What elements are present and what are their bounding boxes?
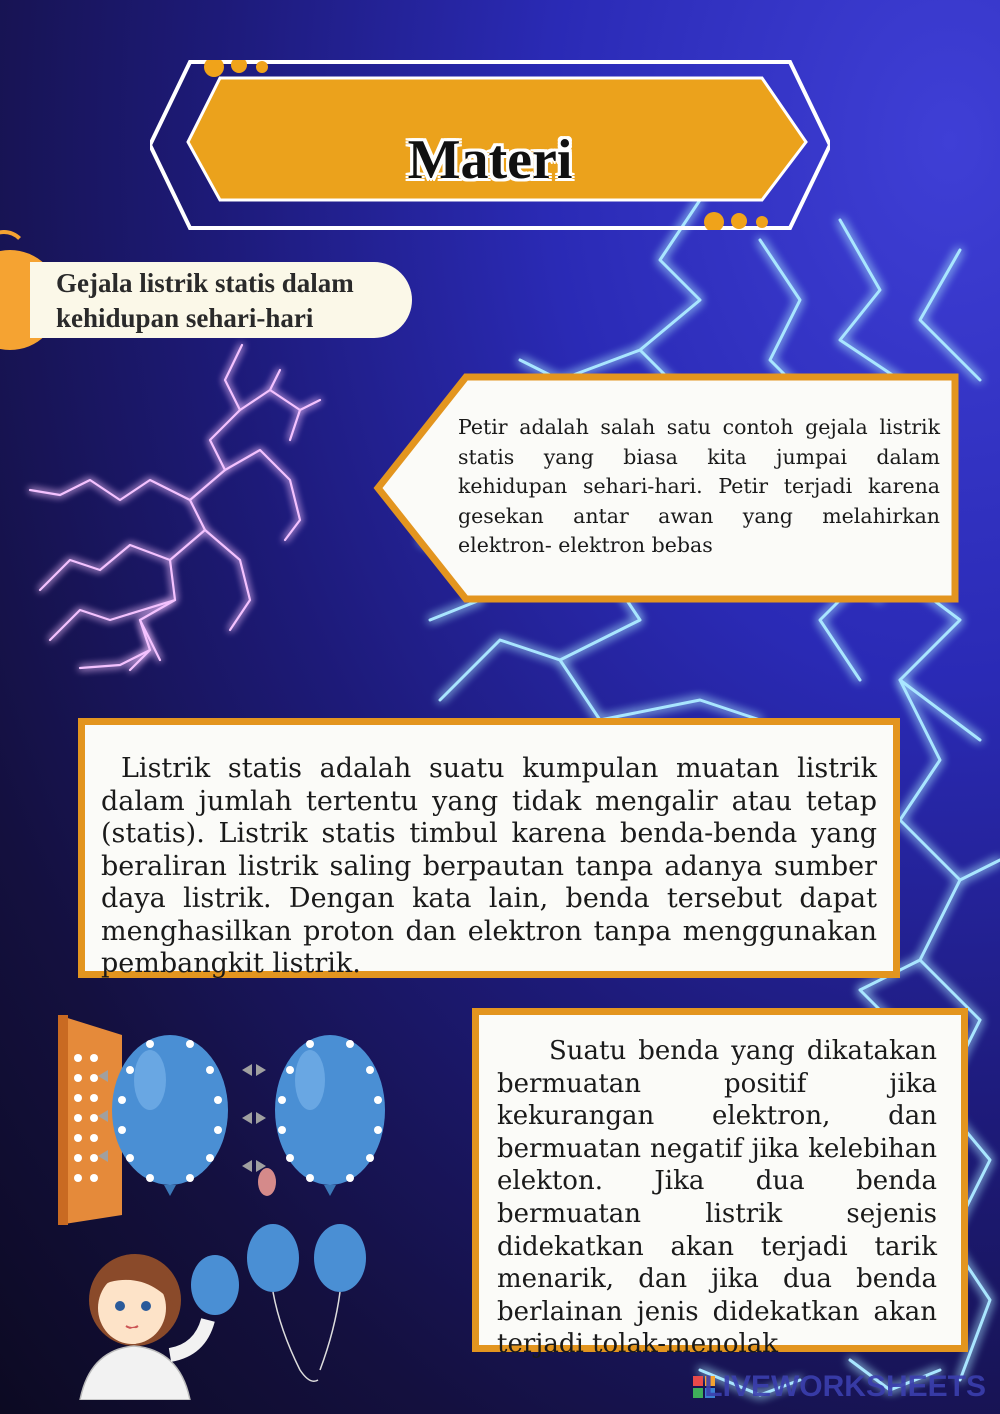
charge-explanation-box (472, 1008, 968, 1360)
charge-explanation-text: Suatu benda yang dikatakan bermuatan positif jika kekurangan elektron, dan bermuatan negatif jika kelebihan elekton. Jika dua benda bermuatan listrik sejenis didekatkan akan terjadi tarik menarik, dan jika dua benda berlainan jenis didekatkan akan terjadi tolak-menolak (497, 1036, 937, 1360)
section-heading-text (56, 266, 354, 336)
lightning-description: Petir adalah salah satu contoh gejala listrik statis yang biasa kita jumpai dalam kehidupan sehari-hari. Petir terjadi karena gesekan antar awan yang melahirkan elektron- elektron bebas (458, 415, 940, 557)
definition-text: Listrik statis adalah suatu kumpulan muatan listrik dalam jumlah tertentu yang tidak mengalir atau tetap (statis). Listrik statis timbul karena benda-benda yang beraliran listrik saling berpautan tanpa adanya sumber daya listrik. Dengan kata lain, benda tersebut dapat menghasilkan proton dan elektron tanpa menggunakan pembangkit listrik. (101, 753, 877, 979)
page-title: Materi (407, 129, 573, 191)
section-heading (30, 262, 412, 338)
title-banner (150, 60, 830, 230)
section-heading-line2: kehidupan sehari-hari (56, 303, 314, 333)
section-heading-line1: Gejala listrik statis dalam (56, 268, 354, 298)
balloon-static-illustration (50, 1010, 410, 1400)
definition-box (78, 718, 900, 978)
watermark: LIVEWORKSHEETS (704, 1370, 986, 1403)
